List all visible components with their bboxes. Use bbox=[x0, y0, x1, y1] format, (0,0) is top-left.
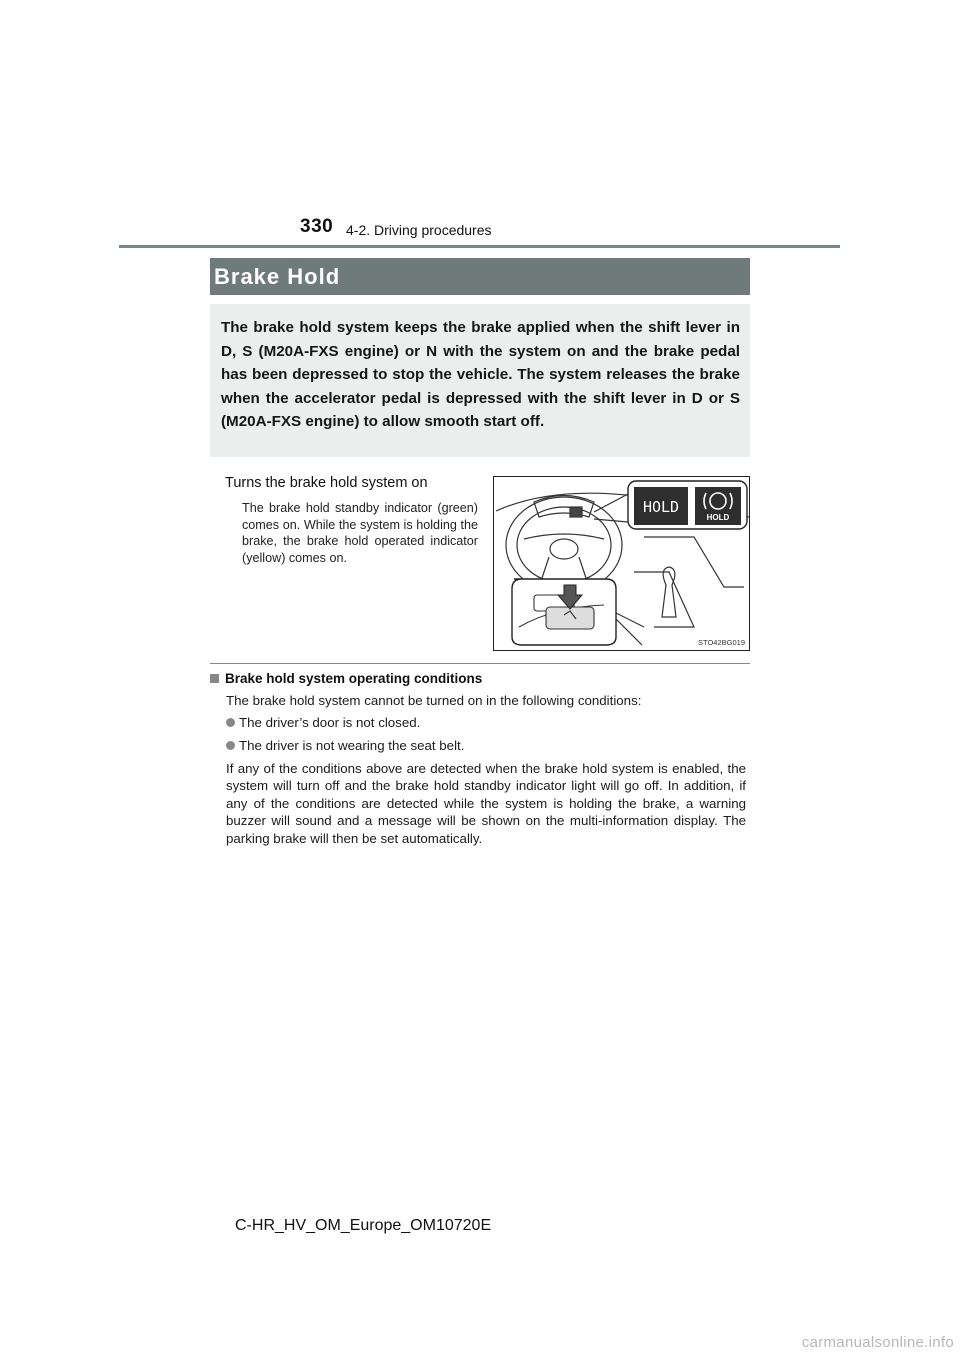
step-title: Turns the brake hold system on bbox=[225, 475, 428, 491]
footer-document-code: C-HR_HV_OM_Europe_OM10720E bbox=[235, 1217, 492, 1234]
conditions-heading bbox=[210, 671, 482, 686]
page-number: 330 bbox=[300, 216, 334, 237]
step-description: The brake hold standby indicator (green) comes on. While the system is holding the brake, the brake hold operated indicator (yellow) comes on. bbox=[242, 501, 478, 565]
conditions-intro: The brake hold system cannot be turned on in the following conditions: bbox=[226, 693, 642, 708]
conditions-note: If any of the conditions above are detected when the brake hold system is enabled, the system will turn off and the brake hold standby indicator light will go off. In addition, if any of the conditions are detected while the system is holding the brake, a warning buzzer will sound and a message will be shown on the multi-information display. The parking brake will then be set automatically. bbox=[226, 761, 746, 846]
hold-operated-label: HOLD bbox=[706, 513, 730, 522]
section-reference: 4-2. Driving procedures bbox=[346, 222, 492, 238]
conditions-heading-text: Brake hold system operating conditions bbox=[225, 671, 483, 686]
list-item-text: The driver is not wearing the seat belt. bbox=[239, 738, 465, 753]
hold-indicator-label: HOLD bbox=[642, 498, 680, 516]
dashboard-illustration bbox=[494, 477, 749, 650]
bullet-icon bbox=[226, 741, 235, 750]
figure-code: STO42BG019 bbox=[698, 638, 745, 647]
title-bar bbox=[210, 258, 750, 295]
list-item bbox=[226, 738, 464, 753]
brake-hold-figure bbox=[493, 476, 750, 651]
watermark: carmanualsonline.info bbox=[801, 1334, 954, 1351]
list-item bbox=[226, 715, 420, 730]
bullet-icon bbox=[226, 718, 235, 727]
list-item-text: The driver’s door is not closed. bbox=[239, 715, 421, 730]
intro-text: The brake hold system keeps the brake applied when the shift lever in D, S (M20A-FXS engine) or N with the system on and the brake pedal has been depressed to stop the vehicle. The system releases the brake when the accelerator pedal is depressed with the shift lever in D or S (M20A-FXS engine) to allow smooth start off. bbox=[221, 319, 740, 431]
page-title: Brake Hold bbox=[214, 264, 341, 289]
header-rule bbox=[119, 245, 840, 248]
heading-square-icon bbox=[210, 674, 219, 683]
section-rule bbox=[210, 663, 750, 664]
intro-box bbox=[210, 304, 750, 457]
